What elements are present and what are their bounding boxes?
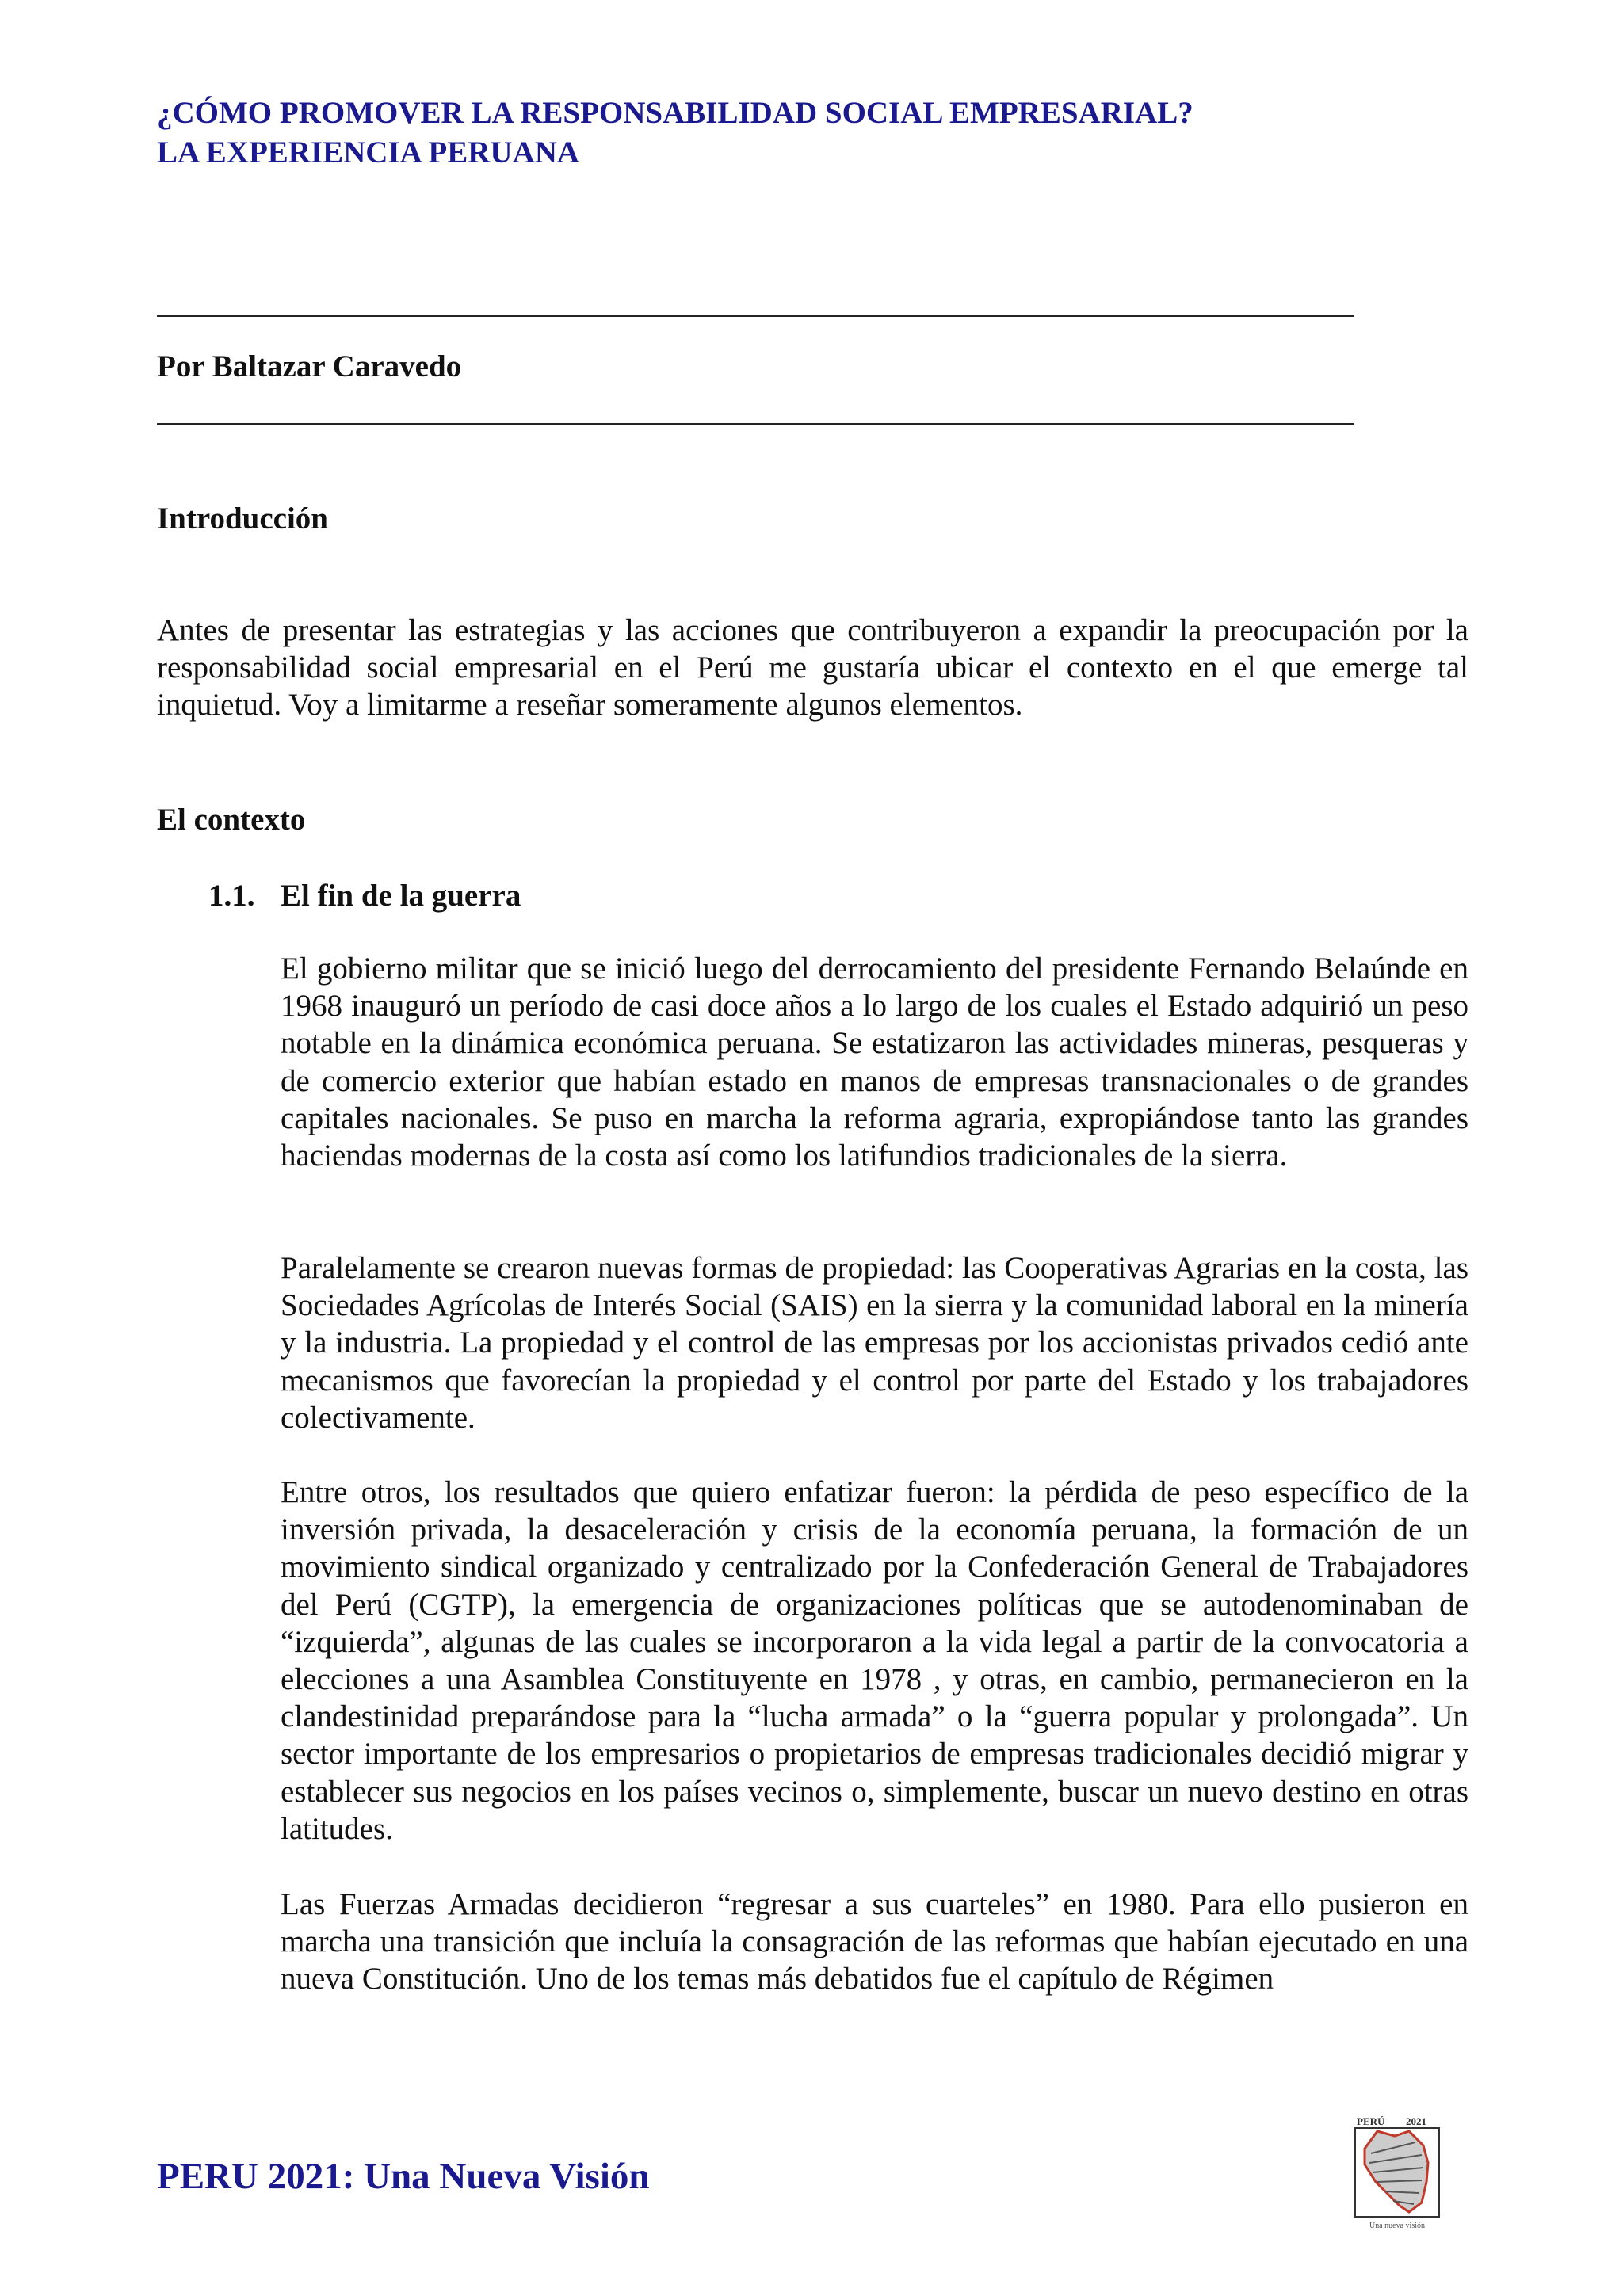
svg-text:PERÚ: PERÚ bbox=[1357, 2115, 1385, 2127]
subsection-title: El fin de la guerra bbox=[281, 879, 521, 913]
body-paragraph: Paralelamente se crearon nuevas formas de propiedad: las Cooperativas Agrarias en la costa, las Sociedades Agrícolas de Interés Social (SAIS) en la sierra y la comunidad laboral en la minería y la industria. La propiedad y el control de las empresas por los accionistas privados cedió ante mecanismos que favorecían la propiedad y el control por parte del Estado y los trabajadores colectivamente. bbox=[281, 1251, 1468, 1435]
title-line-2: LA EXPERIENCIA PERUANA bbox=[157, 135, 580, 170]
intro-heading: Introducción bbox=[157, 502, 328, 536]
body-paragraph: Entre otros, los resultados que quiero enfatizar fueron: la pérdida de peso específico de la inversión privada, la desaceleración y crisis de la economía peruana, la formación de un movimiento sindical organizado y centralizado por la Confederación General de Trabajadores del Perú (CGTP), la emergencia de organizaciones políticas que se autodenominaban de “izquierda”, algunas de las cuales se incorporaron a la vida legal a partir de la convocatoria a elecciones a una Asamblea Constituyente en 1978 , y otras, en cambio, permanecieron en la clandestinidad preparándose para la “lucha armada” o la “guerra popular y prolongada”. Un sector importante de los empresarios o propietarios de empresas tradicionales decidió migrar y establecer sus negocios en los países vecinos o, simplemente, buscar un nuevo destino en otras latitudes. bbox=[281, 1475, 1468, 1846]
svg-text:Una nueva visión: Una nueva visión bbox=[1369, 2222, 1425, 2230]
divider-bottom bbox=[157, 423, 1354, 425]
subsection-number: 1.1. bbox=[208, 879, 255, 913]
context-heading: El contexto bbox=[157, 803, 306, 837]
svg-text:2021: 2021 bbox=[1406, 2115, 1426, 2127]
divider-top bbox=[157, 315, 1354, 317]
document-title bbox=[157, 93, 1193, 173]
footer-title: PERU 2021: Una Nueva Visión bbox=[157, 2156, 650, 2197]
author-line: Por Baltazar Caravedo bbox=[157, 349, 462, 383]
peru-2021-logo bbox=[1354, 2114, 1441, 2233]
body-paragraph: El gobierno militar que se inició luego del derrocamiento del presidente Fernando Belaúnde en 1968 inauguró un período de casi doce años a lo largo de los cuales el Estado adquirió un peso notable en la dinámica económica peruana. Se estatizaron las actividades mineras, pesqueras y de comercio exterior que habían estado en manos de empresas transnacionales o de grandes capitales nacionales. Se puso en marcha la reforma agraria, expropiándose tanto las grandes haciendas modernas de la costa así como los latifundios tradicionales de la sierra. bbox=[281, 952, 1468, 1173]
body-paragraph: Las Fuerzas Armadas decidieron “regresar a sus cuarteles” en 1980. Para ello pusieron en marcha una transición que incluía la consagración de las reformas que habían ejecutado en una nueva Constitución. Uno de los temas más debatidos fue el capítulo de Régimen bbox=[281, 1887, 1468, 1997]
intro-paragraph: Antes de presentar las estrategias y las acciones que contribuyeron a expandir la preocupación por la responsabilidad social empresarial en el Perú me gustaría ubicar el contexto en el que emerge tal inquietud. Voy a limitarme a reseñar someramente algunos elementos. bbox=[157, 613, 1468, 723]
title-line-1: ¿CÓMO PROMOVER LA RESPONSABILIDAD SOCIAL EMPRESARIAL? bbox=[157, 96, 1193, 130]
